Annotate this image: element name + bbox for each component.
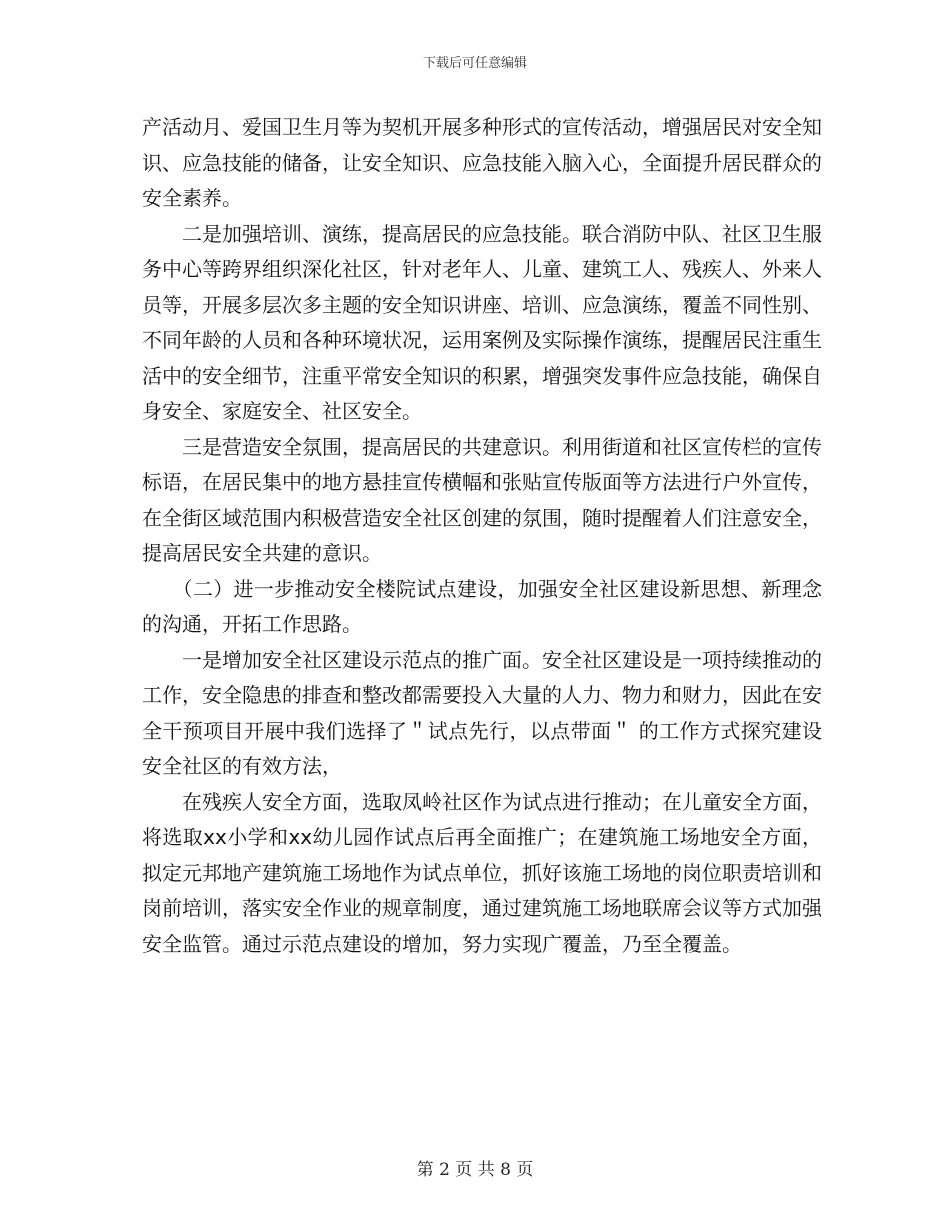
paragraph-1: 产活动月、爱国卫生月等为契机开展多种形式的宣传活动，增强居民对安全知识、应急技能的储备，让安全知识、应急技能入脑入心，全面提升居民群众的安全素养。 [142, 115, 822, 210]
page-header: 下载后可任意编辑 [422, 56, 527, 71]
paragraph-3: 三是营造安全氛围，提高居民的共建意识。利用街道和社区宣传栏的宣传标语，在居民集中的地方悬挂宣传横幅和张贴宣传版面等方法进行户外宣传，在全街区域范围内积极营造安全社区创建的氛围，随时提醒着人们注意安全，提高居民安全共建的意识。 [142, 434, 822, 565]
document-body [142, 110, 822, 962]
page-number: 第 2 页 共 8 页 [416, 1160, 534, 1180]
paragraph-6: 在残疾人安全方面，选取凤岭社区作为试点进行推动；在儿童安全方面，将选取xx小学和xx幼儿园作试点后再全面推广；在建筑施工场地安全方面，拟定元邦地产建筑施工场地作为试点单位，抓好该施工场地的岗位职责培训和岗前培训，落实安全作业的规章制度，通过建筑施工场地联席会议等方式加强安全监管。通过示范点建设的增加，努力实现广覆盖，乃至全覆盖。 [142, 789, 822, 956]
paragraph-4: （二）进一步推动安全楼院试点建设，加强安全社区建设新思想、新理念的沟通，开拓工作思路。 [142, 576, 822, 636]
paragraph-5: 一是增加安全社区建设示范点的推广面。安全社区建设是一项持续推动的工作，安全隐患的排查和整改都需要投入大量的人力、物力和财力，因此在安全干预项目开展中我们选择了＂试点先行，以点带面＂ 的工作方式探究建设安全社区的有效方法， [142, 647, 822, 778]
paragraph-2: 二是加强培训、演练，提高居民的应急技能。联合消防中队、社区卫生服务中心等跨界组织深化社区，针对老年人、儿童、建筑工人、残疾人、外来人员等，开展多层次多主题的安全知识讲座、培训、应急演练，覆盖不同性别、不同年龄的人员和各种环境状况，运用案例及实际操作演练，提醒居民注重生活中的安全细节，注重平常安全知识的积累，增强突发事件应急技能，确保自身安全、家庭安全、社区安全。 [142, 221, 822, 423]
